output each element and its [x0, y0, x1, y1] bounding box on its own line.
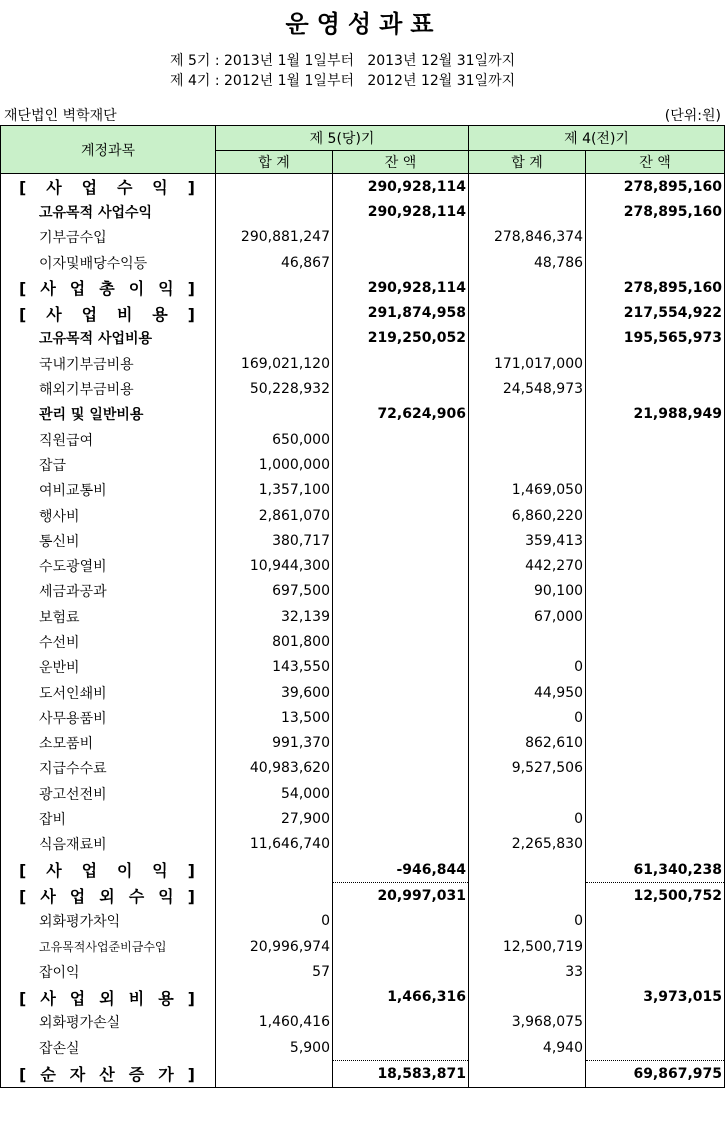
cell-pri-bal: 61,340,238 — [586, 857, 725, 883]
cell-cur-bal: 20,997,031 — [333, 883, 469, 909]
table-row — [1, 275, 725, 300]
table-row — [1, 857, 725, 883]
account-label: 수선비 — [1, 629, 216, 654]
table-row — [1, 402, 725, 427]
cell-cur-sum: 0 — [216, 909, 333, 934]
account-label: 잡손실 — [1, 1035, 216, 1061]
cell-cur-sum: 54,000 — [216, 781, 333, 806]
account-label: 운반비 — [1, 655, 216, 680]
cell-cur-sum — [216, 300, 333, 325]
cell-pri-bal — [586, 756, 725, 781]
cell-cur-sum — [216, 1061, 333, 1087]
cell-pri-bal — [586, 655, 725, 680]
cell-cur-sum: 991,370 — [216, 731, 333, 756]
cell-cur-sum: 5,900 — [216, 1035, 333, 1061]
account-label: 보험료 — [1, 604, 216, 629]
cell-cur-bal — [333, 756, 469, 781]
cell-pri-sum — [469, 174, 586, 200]
account-label: 여비교통비 — [1, 478, 216, 503]
cell-pri-bal: 278,895,160 — [586, 174, 725, 200]
header-current-period: 제 5(당)기 — [216, 126, 469, 151]
header-current-balance: 잔 액 — [333, 151, 469, 174]
account-label: [ 사 업 외 비 용 ] — [1, 985, 216, 1010]
cell-cur-bal — [333, 781, 469, 806]
cell-cur-bal — [333, 959, 469, 984]
table-row — [1, 452, 725, 477]
cell-cur-bal — [333, 478, 469, 503]
cell-cur-bal — [333, 680, 469, 705]
cell-pri-bal: 12,500,752 — [586, 883, 725, 909]
account-label: 세금과공과 — [1, 579, 216, 604]
account-label: 광고선전비 — [1, 781, 216, 806]
cell-pri-sum: 0 — [469, 705, 586, 730]
cell-cur-bal — [333, 832, 469, 857]
cell-cur-bal: 18,583,871 — [333, 1061, 469, 1087]
cell-cur-bal — [333, 225, 469, 250]
table-row — [1, 250, 725, 275]
cell-pri-bal — [586, 225, 725, 250]
cell-cur-bal — [333, 376, 469, 401]
cell-pri-bal — [586, 832, 725, 857]
cell-cur-sum: 1,357,100 — [216, 478, 333, 503]
account-label: 외화평가차익 — [1, 909, 216, 934]
cell-cur-sum — [216, 857, 333, 883]
cell-pri-sum: 0 — [469, 806, 586, 831]
account-label: [ 사 업 외 수 익 ] — [1, 883, 216, 909]
cell-cur-bal: 290,928,114 — [333, 174, 469, 200]
table-row — [1, 705, 725, 730]
cell-cur-bal — [333, 351, 469, 376]
cell-pri-bal: 278,895,160 — [586, 275, 725, 300]
cell-cur-bal — [333, 629, 469, 654]
header-prior-balance: 잔 액 — [586, 151, 725, 174]
account-label: 수도광열비 — [1, 553, 216, 578]
cell-cur-bal — [333, 1035, 469, 1061]
cell-pri-bal — [586, 376, 725, 401]
cell-pri-sum — [469, 857, 586, 883]
cell-pri-bal — [586, 959, 725, 984]
table-row — [1, 528, 725, 553]
account-label: [ 사 업 이 익 ] — [1, 857, 216, 883]
cell-cur-bal: 219,250,052 — [333, 326, 469, 351]
account-label: 행사비 — [1, 503, 216, 528]
cell-cur-sum: 1,000,000 — [216, 452, 333, 477]
header-account: 계정과목 — [1, 126, 216, 174]
cell-cur-sum: 2,861,070 — [216, 503, 333, 528]
cell-pri-sum: 359,413 — [469, 528, 586, 553]
cell-pri-bal: 69,867,975 — [586, 1061, 725, 1087]
table-row — [1, 376, 725, 401]
cell-pri-sum — [469, 199, 586, 224]
cell-pri-bal: 278,895,160 — [586, 199, 725, 224]
account-label: 국내기부금비용 — [1, 351, 216, 376]
table-row — [1, 832, 725, 857]
cell-cur-sum: 697,500 — [216, 579, 333, 604]
table-row — [1, 883, 725, 909]
account-label: 고유목적 사업비용 — [1, 326, 216, 351]
account-label: 도서인쇄비 — [1, 680, 216, 705]
table-row — [1, 427, 725, 452]
table-row — [1, 806, 725, 831]
cell-pri-bal: 3,973,015 — [586, 985, 725, 1010]
cell-cur-bal — [333, 1010, 469, 1035]
cell-pri-sum: 6,860,220 — [469, 503, 586, 528]
cell-pri-sum: 442,270 — [469, 553, 586, 578]
organization-name: 재단법인 벽학재단 — [4, 108, 117, 124]
cell-cur-sum: 143,550 — [216, 655, 333, 680]
cell-cur-sum: 46,867 — [216, 250, 333, 275]
cell-cur-sum: 39,600 — [216, 680, 333, 705]
cell-pri-sum — [469, 275, 586, 300]
header-current-sum: 합 계 — [216, 151, 333, 174]
account-label: 지급수수료 — [1, 756, 216, 781]
cell-cur-sum: 13,500 — [216, 705, 333, 730]
table-row — [1, 579, 725, 604]
account-label: 잡급 — [1, 452, 216, 477]
table-row — [1, 351, 725, 376]
cell-pri-sum — [469, 781, 586, 806]
cell-pri-sum: 33 — [469, 959, 586, 984]
cell-cur-sum — [216, 402, 333, 427]
cell-pri-sum — [469, 1061, 586, 1087]
cell-cur-bal: -946,844 — [333, 857, 469, 883]
cell-pri-bal: 195,565,973 — [586, 326, 725, 351]
unit-label: (단위:원) — [664, 108, 721, 124]
table-row — [1, 300, 725, 325]
cell-pri-bal — [586, 680, 725, 705]
cell-cur-bal — [333, 934, 469, 959]
cell-cur-sum: 290,881,247 — [216, 225, 333, 250]
cell-cur-sum: 801,800 — [216, 629, 333, 654]
account-label: [ 사 업 비 용 ] — [1, 300, 216, 325]
cell-pri-bal — [586, 705, 725, 730]
cell-cur-sum: 20,996,974 — [216, 934, 333, 959]
account-label: 직원급여 — [1, 427, 216, 452]
table-row — [1, 1035, 725, 1061]
header-prior-period: 제 4(전)기 — [469, 126, 725, 151]
account-label: 고유목적사업준비금수입 — [1, 934, 216, 959]
cell-cur-sum — [216, 275, 333, 300]
cell-cur-sum: 40,983,620 — [216, 756, 333, 781]
cell-pri-sum: 90,100 — [469, 579, 586, 604]
table-row — [1, 1061, 725, 1087]
cell-pri-bal — [586, 427, 725, 452]
table-row — [1, 781, 725, 806]
cell-pri-sum — [469, 452, 586, 477]
cell-cur-sum: 50,228,932 — [216, 376, 333, 401]
cell-cur-bal — [333, 579, 469, 604]
table-row — [1, 985, 725, 1010]
cell-pri-bal — [586, 478, 725, 503]
account-label: [ 순 자 산 증 가 ] — [1, 1061, 216, 1087]
cell-pri-bal — [586, 909, 725, 934]
cell-cur-bal — [333, 705, 469, 730]
cell-pri-bal — [586, 579, 725, 604]
header-prior-sum: 합 계 — [469, 151, 586, 174]
cell-pri-bal — [586, 806, 725, 831]
table-row — [1, 629, 725, 654]
account-label: 외화평가손실 — [1, 1010, 216, 1035]
cell-cur-bal: 290,928,114 — [333, 199, 469, 224]
cell-pri-sum: 4,940 — [469, 1035, 586, 1061]
cell-pri-sum: 12,500,719 — [469, 934, 586, 959]
cell-pri-bal — [586, 452, 725, 477]
cell-cur-bal: 291,874,958 — [333, 300, 469, 325]
cell-cur-bal — [333, 427, 469, 452]
cell-cur-sum — [216, 199, 333, 224]
table-row — [1, 756, 725, 781]
cell-pri-sum: 67,000 — [469, 604, 586, 629]
cell-pri-bal — [586, 528, 725, 553]
cell-pri-bal — [586, 629, 725, 654]
account-label: [ 사 업 총 이 익 ] — [1, 275, 216, 300]
table-row — [1, 503, 725, 528]
cell-cur-sum: 169,021,120 — [216, 351, 333, 376]
cell-cur-bal — [333, 503, 469, 528]
cell-cur-bal: 72,624,906 — [333, 402, 469, 427]
cell-cur-sum: 57 — [216, 959, 333, 984]
table-row — [1, 225, 725, 250]
cell-cur-bal — [333, 806, 469, 831]
account-label: 관리 및 일반비용 — [1, 402, 216, 427]
cell-cur-sum: 27,900 — [216, 806, 333, 831]
cell-pri-bal — [586, 250, 725, 275]
account-label: 이자및배당수익등 — [1, 250, 216, 275]
cell-pri-bal — [586, 503, 725, 528]
cell-pri-bal — [586, 731, 725, 756]
account-label: [ 사 업 수 익 ] — [1, 174, 216, 200]
cell-pri-sum: 171,017,000 — [469, 351, 586, 376]
cell-pri-bal — [586, 1035, 725, 1061]
cell-pri-sum: 0 — [469, 655, 586, 680]
cell-pri-sum — [469, 883, 586, 909]
cell-pri-sum: 0 — [469, 909, 586, 934]
cell-cur-bal — [333, 909, 469, 934]
cell-pri-bal: 21,988,949 — [586, 402, 725, 427]
account-label: 잡비 — [1, 806, 216, 831]
cell-pri-bal — [586, 351, 725, 376]
cell-pri-bal — [586, 1010, 725, 1035]
table-row — [1, 1010, 725, 1035]
table-row — [1, 199, 725, 224]
cell-pri-sum — [469, 427, 586, 452]
table-row — [1, 680, 725, 705]
cell-cur-sum: 10,944,300 — [216, 553, 333, 578]
cell-cur-bal — [333, 655, 469, 680]
account-label: 소모품비 — [1, 731, 216, 756]
cell-cur-sum — [216, 326, 333, 351]
table-row — [1, 909, 725, 934]
cell-pri-sum: 3,968,075 — [469, 1010, 586, 1035]
cell-cur-bal — [333, 553, 469, 578]
cell-pri-sum: 44,950 — [469, 680, 586, 705]
cell-pri-bal — [586, 781, 725, 806]
cell-cur-sum: 1,460,416 — [216, 1010, 333, 1035]
account-label: 통신비 — [1, 528, 216, 553]
cell-pri-bal — [586, 553, 725, 578]
cell-pri-sum: 2,265,830 — [469, 832, 586, 857]
table-row — [1, 731, 725, 756]
cell-pri-sum: 1,469,050 — [469, 478, 586, 503]
cell-pri-sum: 862,610 — [469, 731, 586, 756]
cell-pri-sum — [469, 629, 586, 654]
cell-pri-bal: 217,554,922 — [586, 300, 725, 325]
cell-cur-sum — [216, 985, 333, 1010]
period-prior: 제 4기 : 2012년 1월 1일부터 2012년 12월 31일까지 — [170, 73, 516, 89]
cell-cur-sum — [216, 174, 333, 200]
cell-cur-bal — [333, 452, 469, 477]
cell-cur-bal: 1,466,316 — [333, 985, 469, 1010]
page-title: 운영성과표 — [285, 10, 442, 38]
cell-cur-bal — [333, 604, 469, 629]
cell-pri-sum — [469, 402, 586, 427]
table-row — [1, 604, 725, 629]
account-label: 잡이익 — [1, 959, 216, 984]
cell-pri-sum: 9,527,506 — [469, 756, 586, 781]
cell-cur-sum: 11,646,740 — [216, 832, 333, 857]
account-label: 고유목적 사업수익 — [1, 199, 216, 224]
table-row — [1, 174, 725, 200]
cell-cur-sum: 32,139 — [216, 604, 333, 629]
cell-cur-bal — [333, 528, 469, 553]
cell-cur-bal — [333, 731, 469, 756]
cell-pri-sum: 48,786 — [469, 250, 586, 275]
period-current: 제 5기 : 2013년 1월 1일부터 2013년 12월 31일까지 — [170, 53, 516, 69]
cell-pri-sum: 24,548,973 — [469, 376, 586, 401]
account-label: 사무용품비 — [1, 705, 216, 730]
cell-cur-bal — [333, 250, 469, 275]
account-label: 해외기부금비용 — [1, 376, 216, 401]
table-row — [1, 959, 725, 984]
cell-pri-sum — [469, 985, 586, 1010]
account-label: 기부금수입 — [1, 225, 216, 250]
table-row — [1, 553, 725, 578]
cell-pri-sum: 278,846,374 — [469, 225, 586, 250]
account-label: 식음재료비 — [1, 832, 216, 857]
table-body — [1, 174, 725, 1088]
cell-cur-sum: 650,000 — [216, 427, 333, 452]
cell-pri-bal — [586, 934, 725, 959]
table-row — [1, 655, 725, 680]
table-row — [1, 934, 725, 959]
table-row — [1, 478, 725, 503]
table-row — [1, 326, 725, 351]
operating-results-table — [0, 125, 725, 1088]
cell-cur-sum: 380,717 — [216, 528, 333, 553]
cell-pri-sum — [469, 326, 586, 351]
cell-cur-sum — [216, 883, 333, 909]
cell-pri-bal — [586, 604, 725, 629]
cell-pri-sum — [469, 300, 586, 325]
cell-cur-bal: 290,928,114 — [333, 275, 469, 300]
